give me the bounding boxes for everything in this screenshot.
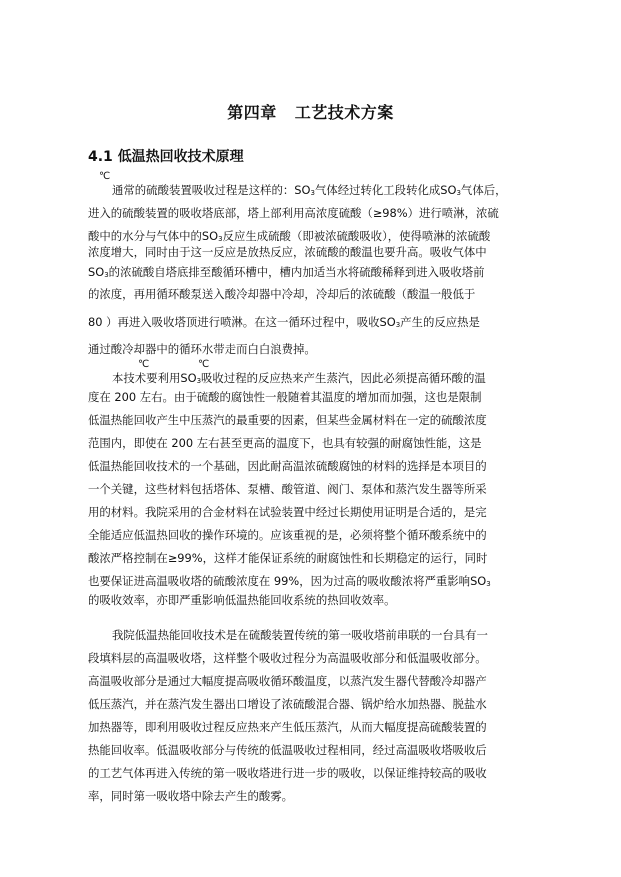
paragraph-1-line: 80 ）再进入吸收塔顶进行喷淋。在这一循环过程中，吸收$SO_3$产生的反应热是 — [88, 315, 480, 329]
paragraph-3-line: 段填料层的高温吸收塔，这样整个吸收过程分为高温吸收部分和低温吸收部分。 — [88, 651, 487, 665]
paragraph-2-line: 全能适应低温热回收的操作环境的。应该重视的是，必须将整个循环酸系统中的 — [88, 528, 487, 542]
paragraph-3-line: 低压蒸汽，并在蒸汽发生器出口增设了浓硫酸混合器、锅炉给水加热器、脱盐水 — [88, 697, 487, 711]
paragraph-2-line: 低温热能回收产生中压蒸汽的最重要的因素，但某些金属材料在一定的硫酸浓度 — [88, 413, 487, 427]
paragraph-3-line: 的工艺气体再进入传统的第一吸收塔进行进一步的吸收，以保证维持较高的吸收 — [88, 766, 487, 780]
paragraph-1-line: 进入的硫酸装置的吸收塔底部，塔上部利用高浓度硫酸（≥98%）进行喷淋，浓硫 — [88, 206, 499, 220]
paragraph-2-line: 一个关键，这些材料包括塔体、泵槽、酸管道、阀门、泵体和蒸汽发生器等所采 — [88, 482, 487, 496]
paragraph-2-line: 范围内，即使在 200 左右甚至更高的温度下，也具有较强的耐腐蚀性能，这是 — [88, 436, 482, 450]
paragraph-2-line: 度在 200 左右。由于硫酸的腐蚀性一般随着其温度的增加而加强，这也是限制 — [88, 390, 482, 404]
chapter-number: 第四章 — [227, 103, 277, 122]
section-number: 4.1 — [88, 149, 113, 165]
paragraph-3-line: 我院低温热能回收技术是在硫酸装置传统的第一吸收塔前串联的一台具有一 — [112, 628, 488, 642]
paragraph-3-line: 加热器等，即利用吸收过程反应热来产生低压蒸汽，从而大幅度提高硫酸装置的 — [88, 720, 487, 734]
paragraph-1-line: 酸中的水分与气体中的$SO_3$反应生成硫酸（即被浓硫酸吸收），使得喷淋的浓硫酸 — [88, 229, 491, 243]
paragraph-3-line: 率，同时第一吸收塔中除去产生的酸雾。 — [88, 789, 294, 803]
paragraph-1-line: $SO_3$的浓硫酸自塔底排至酸循环槽中，槽内加适当水将硫酸稀释到进入吸收塔前 — [88, 265, 485, 279]
paragraph-1-line: 的浓度，再用循环酸泵送入酸冷却器中冷却，冷却后的浓硫酸（酸温一般低于 — [88, 287, 476, 301]
paragraph-1-line: 通过酸冷却器中的循环水带走而白白浪费掉。 — [88, 342, 316, 356]
paragraph-1-line: 通常的硫酸装置吸收过程是这样的：$SO_3$气体经过转化工段转化成$SO_3$气体后， — [112, 183, 507, 197]
paragraph-1-line: 浓度增大，同时由于这一反应是放热反应，浓硫酸的酸温也要升高。吸收气体中 — [88, 245, 487, 259]
paragraph-3-line: 热能回收率。低温吸收部分与传统的低温吸收过程相同，经过高温吸收塔吸收后 — [88, 743, 487, 757]
paragraph-3-line: 高温吸收部分是通过大幅度提高吸收循环酸温度，以蒸汽发生器代替酸冷却器产 — [88, 674, 487, 688]
paragraph-2-line: 酸浓严格控制在≥99%，这样才能保证系统的耐腐蚀性和长期稳定的运行，同时 — [88, 551, 488, 565]
degree-symbol: ℃ — [198, 359, 210, 370]
degree-symbol: ℃ — [138, 359, 150, 370]
section-title: 低温热回收技术原理 — [117, 149, 244, 165]
paragraph-2-line: 用的材料。我院采用的合金材料在试验装置中经过长期使用证明是合适的，是完 — [88, 505, 487, 519]
paragraph-2-line: 低温热能回收技术的一个基础，因此耐高温浓硫酸腐蚀的材料的选择是本项目的 — [88, 459, 487, 473]
paragraph-2-line: 的吸收效率，亦即严重影响低温热能回收系统的热回收效率。 — [88, 593, 396, 607]
degree-symbol: ℃ — [99, 171, 111, 182]
paragraph-2-line: 也要保证进高温吸收塔的硫酸浓度在 99%，因为过高的吸收酸浓将严重影响$SO_3$ — [88, 574, 491, 588]
paragraph-2-line: 本技术要利用$SO_3$吸收过程的反应热来产生蒸汽，因此必须提高循环酸的温 — [112, 371, 486, 385]
chapter-name: 工艺技术方案 — [294, 103, 394, 122]
chapter-title — [0, 100, 621, 123]
section-heading — [88, 146, 244, 166]
